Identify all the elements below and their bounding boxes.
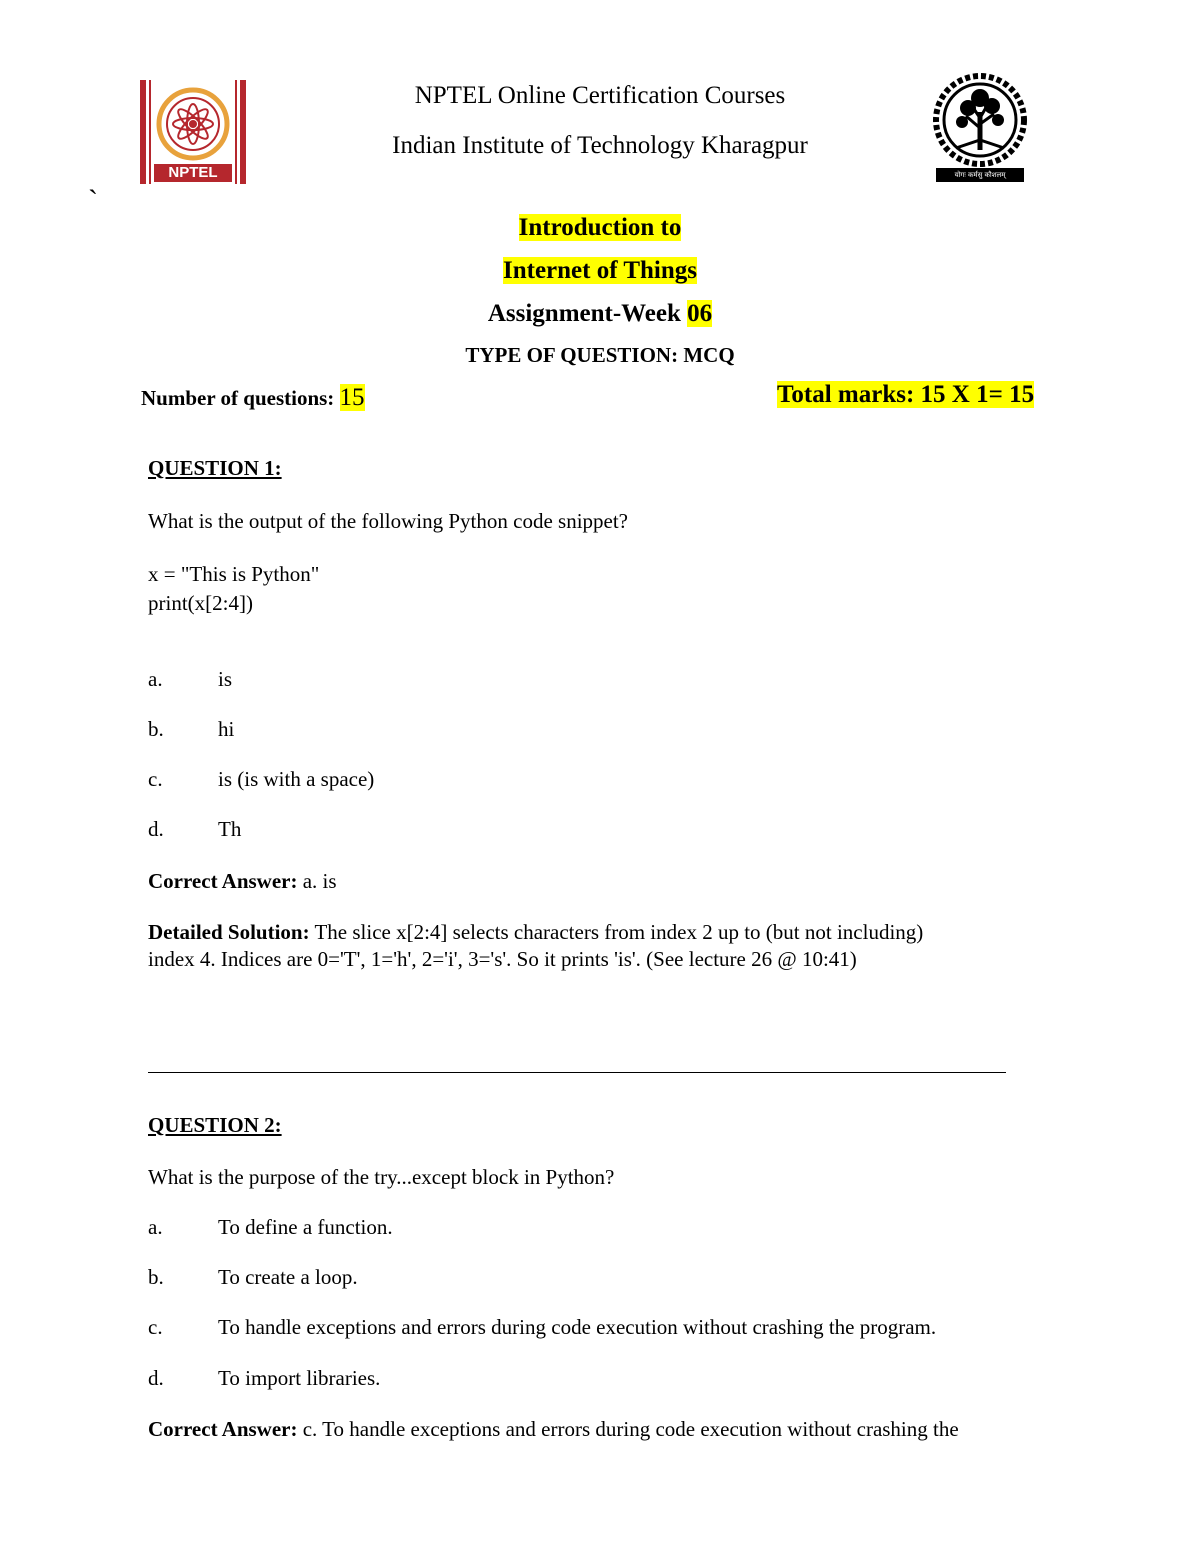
question-1-code-line-1: x = "This is Python" <box>148 562 320 586</box>
option-letter: b. <box>148 1265 164 1289</box>
option-letter: d. <box>148 817 164 841</box>
option-letter: c. <box>148 1315 163 1339</box>
option-text: is <box>218 667 233 691</box>
num-questions-label: Number of questions: <box>141 386 340 410</box>
question-1-heading: QUESTION 1: <box>148 456 282 480</box>
option-text: To create a loop. <box>218 1265 358 1289</box>
option-text: Th <box>218 817 242 841</box>
option-letter: d. <box>148 1366 164 1390</box>
week-number: 06 <box>687 300 713 327</box>
total-marks: Total marks: 15 X 1= 15 <box>777 381 1035 408</box>
option-letter: c. <box>148 767 163 791</box>
question-2-heading: QUESTION 2: <box>148 1113 282 1137</box>
course-title-line-1: Introduction to <box>518 214 682 241</box>
iit-kharagpur-seal <box>928 70 1032 184</box>
option-text: is (is with a space) <box>218 767 375 791</box>
question-1-solution-line-2: index 4. Indices are 0='T', 1='h', 2='i', 3='s'. So it prints 'is'. (See lecture 26 @ 10:41) <box>148 947 857 971</box>
header-line-2: Indian Institute of Technology Kharagpur <box>392 132 808 159</box>
assignment-label: Assignment-Week <box>487 300 688 327</box>
option-letter: a. <box>148 667 163 691</box>
question-1-solution-line-1: The slice x[2:4] selects characters from index 2 up to (but not including) <box>309 920 924 944</box>
seal-motto: योगः कर्मसु कौशलम् <box>954 171 1006 179</box>
question-2-answer: c. To handle exceptions and errors during code execution without crashing the <box>297 1417 959 1441</box>
question-separator <box>148 1072 1006 1073</box>
num-questions-value: 15 <box>339 384 365 411</box>
question-type: TYPE OF QUESTION: MCQ <box>465 343 735 367</box>
question-1-solution-label: Detailed Solution: <box>148 920 310 944</box>
question-1-code-line-2: print(x[2:4]) <box>148 591 253 615</box>
question-2-prompt: What is the purpose of the try...except block in Python? <box>148 1165 615 1189</box>
question-1-answer: a. is <box>297 869 337 893</box>
option-text: To define a function. <box>218 1215 393 1239</box>
option-text: hi <box>218 717 235 741</box>
option-text: To handle exceptions and errors during code execution without crashing the program. <box>218 1315 937 1339</box>
header-line-1: NPTEL Online Certification Courses <box>414 82 786 109</box>
question-2-answer-label: Correct Answer: <box>148 1417 298 1441</box>
stray-mark: ` <box>88 184 98 217</box>
question-1-prompt: What is the output of the following Python code snippet? <box>148 509 629 533</box>
course-title-line-2: Internet of Things <box>502 257 697 284</box>
option-letter: b. <box>148 717 164 741</box>
nptel-logo-text: NPTEL <box>168 164 218 181</box>
option-text: To import libraries. <box>218 1366 381 1390</box>
option-letter: a. <box>148 1215 163 1239</box>
question-1-answer-label: Correct Answer: <box>148 869 298 893</box>
